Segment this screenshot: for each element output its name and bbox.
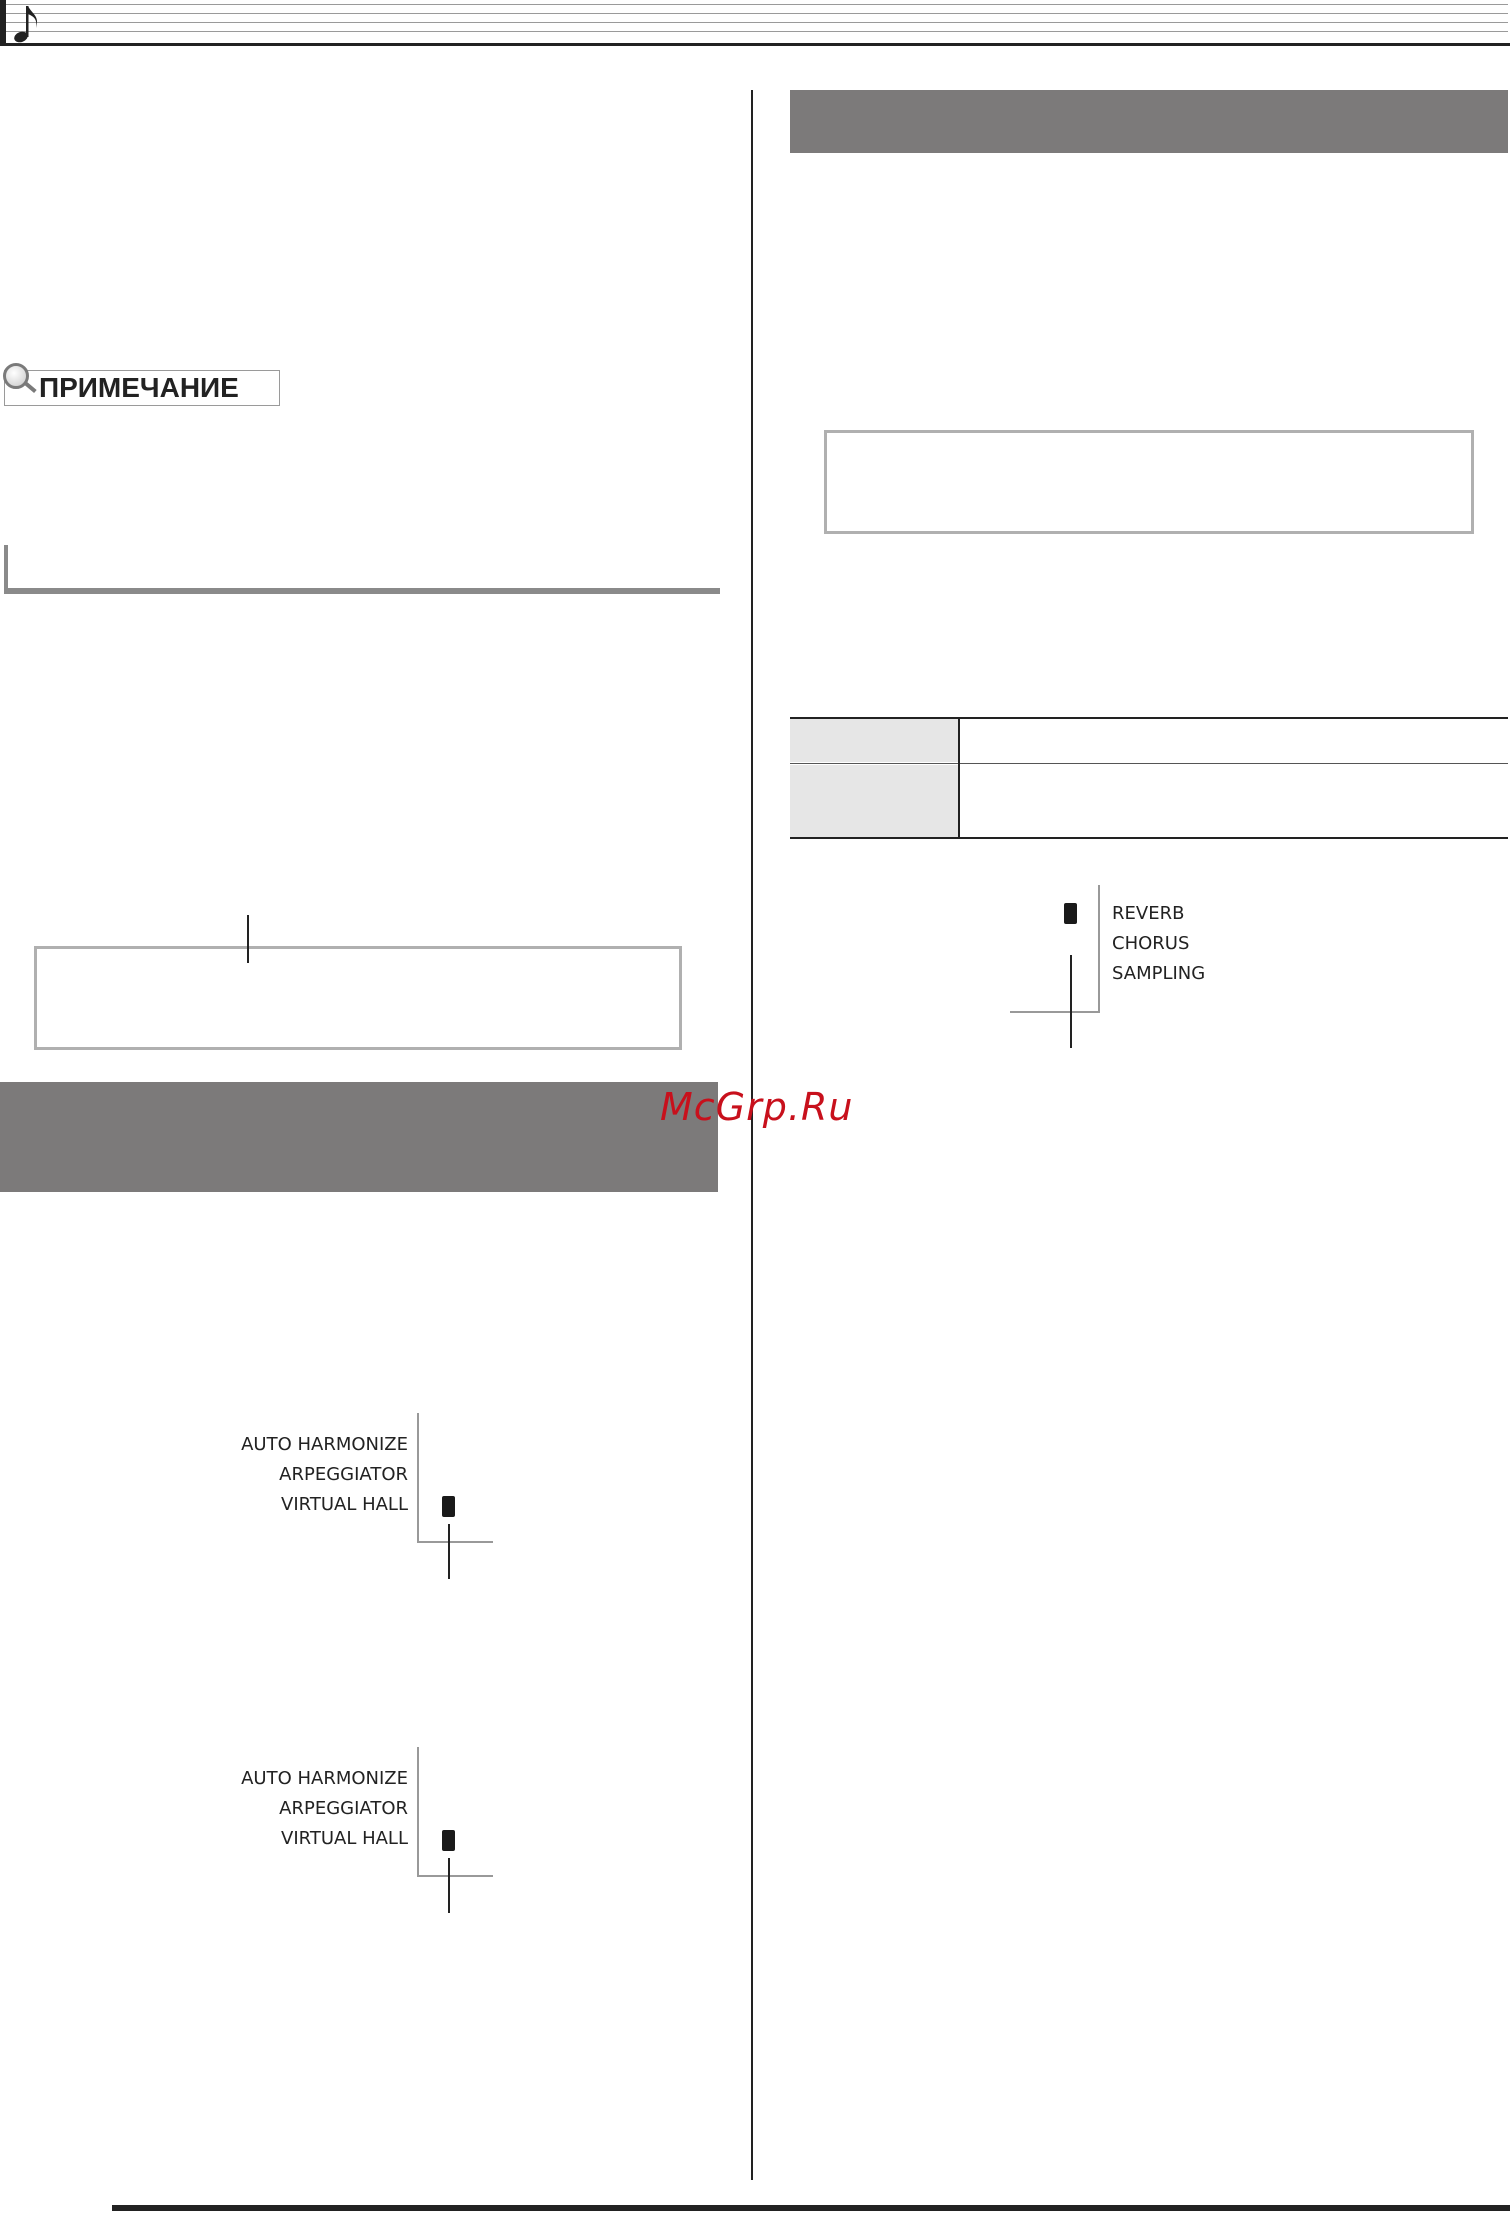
magnifier-handle	[23, 381, 36, 393]
table-cell-label	[790, 719, 958, 762]
display-line-arpeggiator: ARPEGGIATOR	[279, 1464, 408, 1485]
indicator-pointer	[1070, 955, 1072, 1048]
table-cell-label	[790, 765, 958, 837]
pointer-line	[247, 915, 249, 963]
note-badge	[4, 370, 280, 406]
table-row-divider	[790, 763, 1508, 764]
staff-bottom-rule	[0, 43, 1510, 46]
section-rule	[4, 588, 720, 594]
display-frame-right	[824, 430, 1474, 534]
display-line-virtual-hall: VIRTUAL HALL	[281, 1494, 408, 1515]
display-line-virtual-hall: VIRTUAL HALL	[281, 1828, 408, 1849]
indicator-mark	[442, 1496, 455, 1517]
staff-line	[6, 22, 1508, 23]
staff-line	[6, 31, 1508, 32]
display-line-arpeggiator: ARPEGGIATOR	[279, 1798, 408, 1819]
section-heading-bar-left	[0, 1082, 718, 1192]
footer-rule	[112, 2205, 1510, 2211]
section-heading-bar-right	[790, 90, 1508, 153]
staff-line	[6, 4, 1508, 5]
table-bottom-rule	[790, 837, 1508, 839]
display-line-auto-harmonize: AUTO HARMONIZE	[241, 1768, 408, 1789]
indicator-mark	[1064, 903, 1077, 924]
staff-line	[6, 13, 1508, 14]
display-bracket-horizontal	[417, 1875, 493, 1877]
indicator-pointer	[448, 1524, 450, 1579]
display-line-reverb: REVERB	[1112, 903, 1185, 924]
eighth-note-icon	[12, 2, 42, 44]
display-line-chorus: CHORUS	[1112, 933, 1190, 954]
watermark: McGrp.Ru	[660, 1085, 854, 1129]
column-divider	[751, 90, 753, 2180]
display-bracket-horizontal	[1010, 1011, 1100, 1013]
indicator-pointer	[448, 1858, 450, 1913]
indicator-mark	[442, 1830, 455, 1851]
display-line-auto-harmonize: AUTO HARMONIZE	[241, 1434, 408, 1455]
display-bracket-vertical	[1098, 885, 1100, 1013]
section-rule-tick	[4, 545, 8, 594]
note-label: ПРИМЕЧАНИЕ	[39, 372, 239, 403]
display-bracket-vertical	[417, 1413, 419, 1543]
display-frame-left	[34, 946, 682, 1050]
display-line-sampling: SAMPLING	[1112, 963, 1206, 984]
display-bracket-horizontal	[417, 1541, 493, 1543]
display-bracket-vertical	[417, 1747, 419, 1877]
table-column-divider	[958, 719, 960, 838]
